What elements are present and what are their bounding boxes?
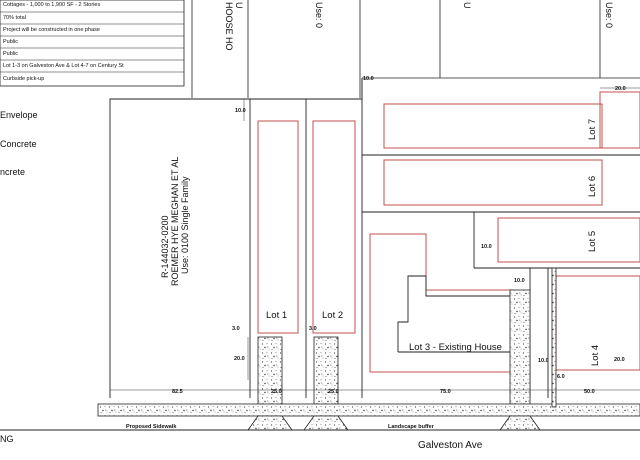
neighbor-label: Use: 0 [604,2,614,29]
dim-label: 50.0 [584,389,595,395]
dim-label: 75.0 [440,389,451,395]
lot-5-label: Lot 5 [587,230,598,252]
lot-6-label: Lot 6 [587,175,598,197]
legend-concrete-2: ncrete [0,167,26,177]
dim-label: 82.5 [172,389,183,395]
table-row: Lot 1-3 on Galveston Ave & Lot 4-7 on Century St [3,63,124,69]
legend-concrete: Concrete [0,139,37,149]
lot-3-label: Lot 3 - Existing House [409,342,502,353]
table-row: Cottages - 1,000 to 1,900 SF - 2 Stories [3,2,101,8]
lot-1-label: Lot 1 [266,310,288,321]
parcel-id: R-144032-0200 [160,215,170,278]
table-row: Project will be constructed in one phase [3,27,100,33]
dim-label: 6.0 [557,374,565,380]
neighbor-label: HOOSE HO [224,2,234,51]
dim-label: 25.0 [271,389,282,395]
table-row: Public [3,51,18,57]
dim-label: 10.0 [481,244,492,250]
neighbor-label: U [462,2,472,9]
parcel-label [160,157,190,286]
dim-label: 10.0 [514,278,525,284]
sidewalk-label: Proposed Sidewalk [126,424,177,430]
neighbor-label: Use: 0 [314,2,324,29]
legend-envelope: Envelope [0,110,38,120]
lot-4-label: Lot 4 [590,344,601,366]
dim-label: 20.0 [615,86,626,92]
table-row: 70% total [3,15,26,21]
dim-label: 25.0 [328,389,339,395]
dim-label: 20.0 [234,356,245,362]
existing-house [398,276,512,352]
dim-label: 3.0 [309,326,317,332]
parcel-owner: ROEMER HYE MEGHAN ET AL [170,156,180,286]
corner-label: NG [0,434,14,444]
street-label: Galveston Ave [418,440,483,451]
dim-label: 3.0 [232,326,240,332]
table-row: Public [3,39,18,45]
lot-2-label: Lot 2 [322,310,344,321]
dim-label: 20.0 [614,357,625,363]
parcel-use: Use: 0100 Single Family [180,176,190,274]
lot-7-label: Lot 7 [587,118,598,140]
buffer-label: Landscape buffer [388,424,434,430]
neighbor-parcels [192,0,640,98]
dim-label: 10.0 [235,108,246,114]
info-table [0,0,184,86]
dim-label: 10.0 [363,76,374,82]
dim-label: 10.0 [538,358,549,364]
neighbor-label: U [234,2,244,9]
table-row: Curbside pick-up [3,76,45,82]
